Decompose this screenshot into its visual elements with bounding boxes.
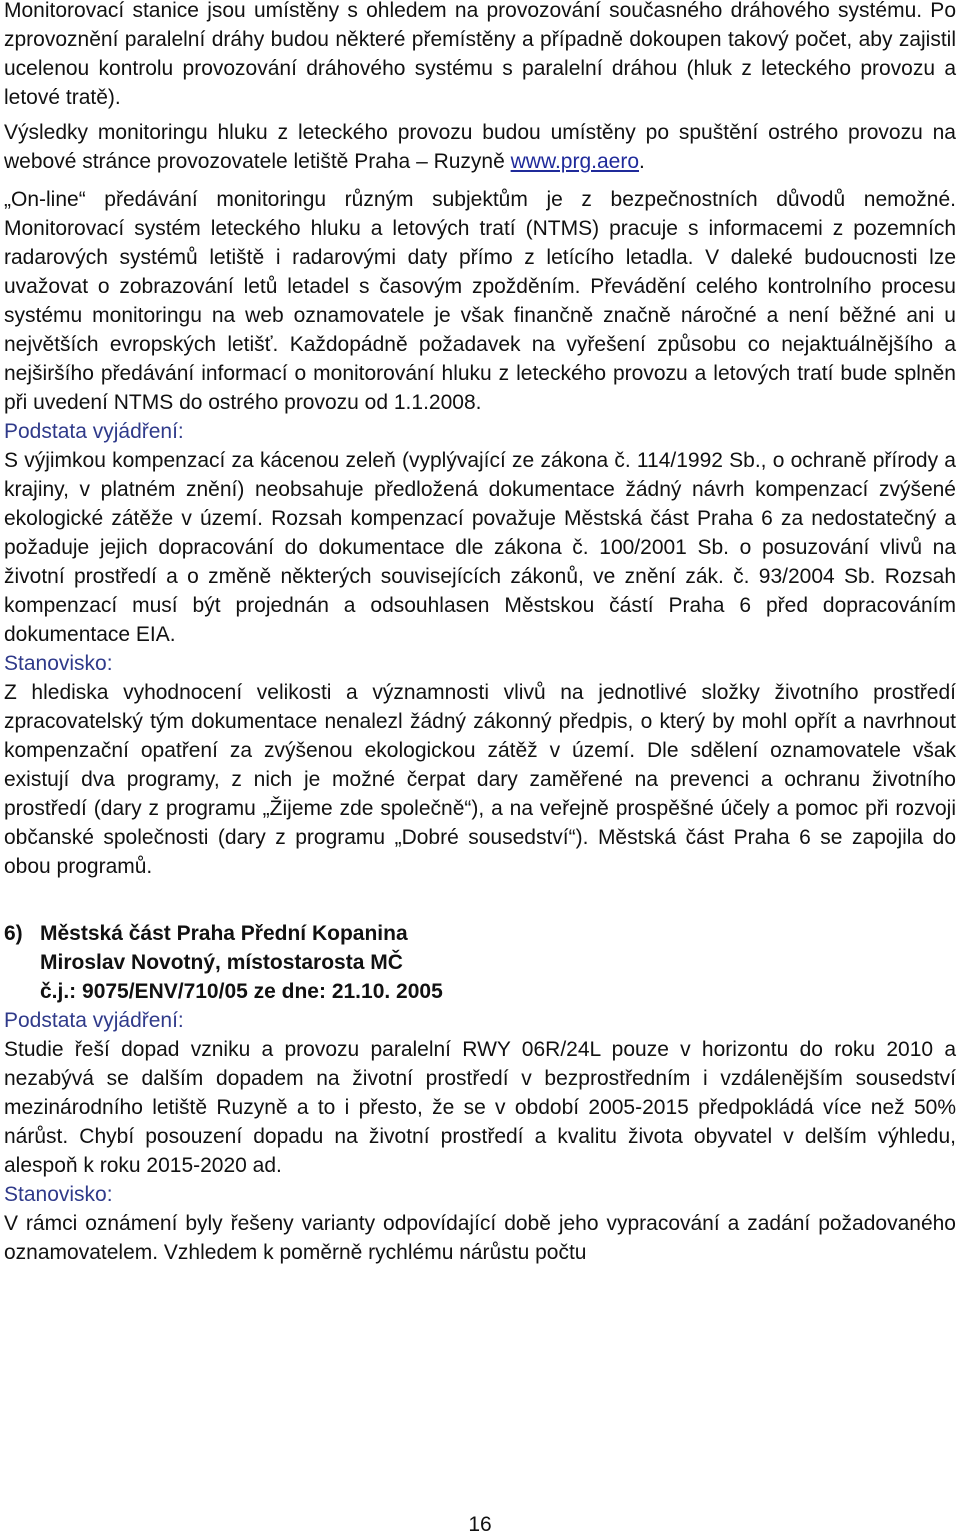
- label-podstata-vyjadreni-2: Podstata vyjádření:: [4, 1009, 184, 1032]
- section-number: 6): [4, 922, 23, 945]
- website-link[interactable]: www.prg.aero: [510, 150, 640, 173]
- paragraph-text: Výsledky monitoringu hluku z leteckého provozu budou umístěny po spuštění ostrého provozu na webové stránce provozovatele letiště Praha – Ruzyně: [4, 121, 956, 173]
- paragraph-stanovisko-programs: Z hlediska vyhodnocení velikosti a významnosti vlivů na jednotlivé složky životního prostředí zpracovatelský tým dokumentace nenalezl žádný zákonný předpis, o který by mohl opřít a navrhnout kompenzační opatření za zvýšenou ekologickou zátěž v území. Dle sdělení oznamovatele však existují dva programy, z nich je možné čerpat dary zaměřené na prevenci a ochranu životního prostředí (dary z programu „Žijeme zde společně“), a na veřejně prospěšné účely a pomoc při rozvoji občanské společnosti (dary z programu „Dobré sousedství“). Městská část Praha 6 se zapojila do obou programů.: [4, 681, 956, 878]
- paragraph-online-monitoring: „On-line“ předávání monitoringu různým subjektům je z bezpečnostních důvodů nemožné. Monitorovací systém leteckého hluku a letových tratí (NTMS) pracuje s informacemi z pozemních radarových systémů letiště i radarovými daty přímo z letícího letadla. V daleké budoucnosti lze uvažovat o zobrazování letů letadel s časovým zpožděním. Převádění celého kontrolního procesu systému monitoringu na web oznamovatele je však finančně značně náročné a není běžné ani u největších evropských letišť. Každopádně požadavek na vyřešení způsobu co nejaktuálnějšího a nejširšího předávání informací o monitorování hluku z leteckého provozu a letových tratí bude splněn při uvedení NTMS do ostrého provozu od 1.1.2008.: [4, 188, 956, 414]
- paragraph-monitoring-results: [4, 118, 956, 176]
- label-stanovisko: Stanovisko:: [4, 652, 113, 675]
- section-title: Městská část Praha Přední Kopanina: [40, 922, 408, 945]
- paragraph-monitoring-stations: Monitorovací stanice jsou umístěny s ohledem na provozování současného dráhového systému. Po zprovoznění paralelní dráhy budou některé přemístěny a případně dokoupen takový počet, aby zajistil ucelenou kontrolu provozování dráhového systému s paralelní dráhou (hluk z leteckého provozu a letové tratě).: [4, 0, 956, 109]
- section-reference: č.j.: 9075/ENV/710/05 ze dne: 21.10. 2005: [40, 980, 443, 1003]
- paragraph-text-end: .: [639, 150, 645, 173]
- page-number: 16: [468, 1513, 492, 1536]
- paragraph-compensation: S výjimkou kompenzací za kácenou zeleň (vyplývající ze zákona č. 114/1992 Sb., o ochraně přírody a krajiny, v platném znění) neobsahuje předložená dokumentace žádný návrh kompenzací zvýšené ekologické zátěže v území. Rozsah kompenzací považuje Městská část Praha 6 za nedostatečný a požaduje jejich dopracování do dokumentace dle zákona č. 100/2001 Sb. o posuzování vlivů na životní prostředí a o změně některých souvisejících zákonů, ve znění zák. č. 93/2004 Sb. Rozsah kompenzací musí být projednán a odsouhlasen Městskou částí Praha 6 před dopracováním dokumentace EIA.: [4, 449, 956, 646]
- paragraph-study-horizon: Studie řeší dopad vzniku a provozu paralelní RWY 06R/24L pouze v horizontu do roku 2010 a nezabývá se dalším dopadem na životní prostředí v bezprostředním i vzdálenějším sousedství mezinárodního letiště Ruzyně a to i přesto, že se v období 2005-2015 předpokládá více než 50% nárůst. Chybí posouzení dopadu na životní prostředí a kvalitu života obyvatel v delším výhledu, alespoň k roku 2015-2020 ad.: [4, 1038, 956, 1177]
- section-heading-6: [4, 919, 956, 1006]
- document-page: [4, 0, 956, 1267]
- paragraph-stanovisko-variants: V rámci oznámení byly řešeny varianty odpovídající době jeho vypracování a zadání požadovaného oznamovatelem. Vzhledem k poměrně rychlému nárůstu počtu: [4, 1212, 956, 1264]
- label-podstata-vyjadreni: Podstata vyjádření:: [4, 420, 184, 443]
- label-stanovisko-2: Stanovisko:: [4, 1183, 113, 1206]
- section-person: Miroslav Novotný, místostarosta MČ: [40, 951, 403, 974]
